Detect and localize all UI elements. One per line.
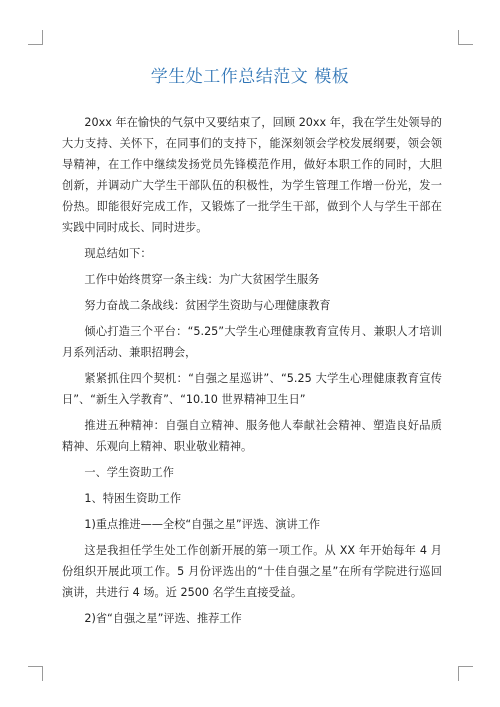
item-heading-provincial-star: 2)省“自强之星”评选、推荐工作 xyxy=(84,612,242,625)
paragraph-four-opportunities: 紧紧抓住四个契机：“自强之星巡讲”、“5.25 大学生心理健康教育宣传日”、“新生入学教育”、“10.10 世界精神卫生日” xyxy=(62,372,442,406)
crop-mark-top-left xyxy=(28,30,43,45)
crop-mark-bottom-right xyxy=(458,666,473,681)
subsection-heading-poor-students: 1、特困生资助工作 xyxy=(84,492,182,505)
section-heading-aid: 一、学生资助工作 xyxy=(84,466,174,479)
paragraph-three-platforms: 倾心打造三个平台：“5.25”大学生心理健康教育宣传月、兼职人才培训月系列活动、兼职招聘会， xyxy=(62,325,442,359)
paragraph-main-line: 工作中始终贯穿一条主线：为广大贫困学生服务 xyxy=(84,273,320,286)
paragraph-summary-lead: 现总结如下： xyxy=(84,247,152,260)
paragraph-intro: 20xx 年在愉快的气氛中又要结束了，回顾 20xx 年，我在学生处领导的大力支持、关怀下，在同事们的支持下，能深刻领会学校发展纲要，领会领导精神，在工作中继续发扬党员先锋模范作用，做好本职工作的同时，大胆创新，并调动广大学生干部队伍的积极性，为学生管理工作增一份光，发一份热。即能很好完成工作，又锻炼了一批学生干部，做到个人与学生干部在实践中同时成长、同时进步。 xyxy=(62,116,442,234)
document-body xyxy=(62,112,442,634)
crop-mark-top-right xyxy=(458,30,473,45)
crop-mark-bottom-left xyxy=(28,666,43,681)
paragraph-self-reliance-detail: 这是我担任学生处工作创新开展的第一项工作。从 XX 年开始每年 4 月份组织开展此项工作。5 月份评选出的“十佳自强之星”在所有学院进行巡回演讲，共进行 4 场。近 2500 名学生直接受益。 xyxy=(62,544,442,599)
item-heading-self-reliance-star: 1)重点推进——全校“自强之星”评选、演讲工作 xyxy=(84,518,321,531)
document-title: 学生处工作总结范文 模板 xyxy=(150,67,350,87)
paragraph-five-spirits: 推进五种精神：自强自立精神、服务他人奉献社会精神、塑造良好品质精神、乐观向上精神、职业敬业精神。 xyxy=(62,419,442,453)
paragraph-two-fronts: 努力奋战二条战线：贫困学生资助与心理健康教育 xyxy=(84,299,331,312)
